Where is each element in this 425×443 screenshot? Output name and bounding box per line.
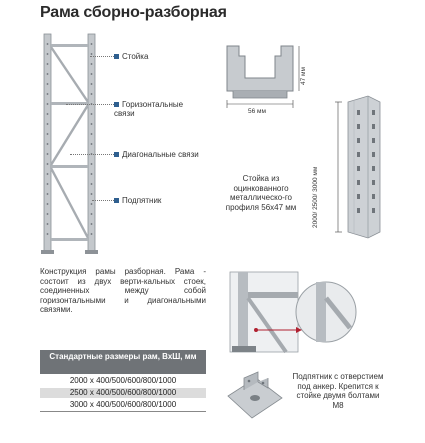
profile-cross-section — [215, 36, 305, 111]
table-row: 2500 х 400/500/600/800/1000 — [40, 388, 206, 398]
leader-foot — [92, 200, 114, 201]
label-horizontal-ties: Горизонтальные связи — [114, 100, 184, 118]
bullet-square-icon — [114, 152, 119, 157]
table-row: 2000 х 400/500/600/800/1000 — [69, 376, 177, 385]
heights-dimension: 2000/ 2500/ 3000 мм — [312, 166, 319, 228]
label-upright: Стойка — [114, 52, 148, 61]
label-foot-plate: Подпятник — [114, 196, 161, 205]
label-diagonal-ties: Диагональные связи — [114, 150, 204, 159]
table-bottom-rule — [40, 411, 206, 412]
bullet-square-icon — [114, 198, 119, 203]
leader-upright — [90, 56, 114, 57]
foot-joint-detail — [226, 268, 358, 356]
height-dimension: 47 мм — [300, 67, 307, 85]
leader-horizontal — [66, 104, 114, 105]
sizes-table-header: Стандартные размеры рам, ВхШ, мм — [40, 350, 206, 374]
foot-plate-drawing — [222, 370, 286, 428]
description-text: Конструкция рамы разборная. Рама - состоит из двух верти-кальных стоек, соединенных между собой горизонтальными и диагональными связями. — [40, 267, 206, 314]
bullet-square-icon — [114, 54, 119, 59]
width-dimension: 56 мм — [248, 108, 266, 115]
profile-caption: Стойка из оцинкованного металлическо-го профиля 56х47 мм — [225, 174, 297, 212]
leader-diagonal — [70, 154, 114, 155]
foot-plate-caption: Подпятник с отверстием под анкер. Крепится к стойке двумя болтами М8 — [292, 372, 384, 410]
bullet-square-icon — [114, 102, 119, 107]
frame-drawing — [40, 30, 102, 260]
table-row: 3000 х 400/500/600/800/1000 — [69, 400, 177, 409]
upright-3d-drawing — [334, 92, 394, 240]
page-title: Рама сборно-разборная — [40, 4, 227, 21]
